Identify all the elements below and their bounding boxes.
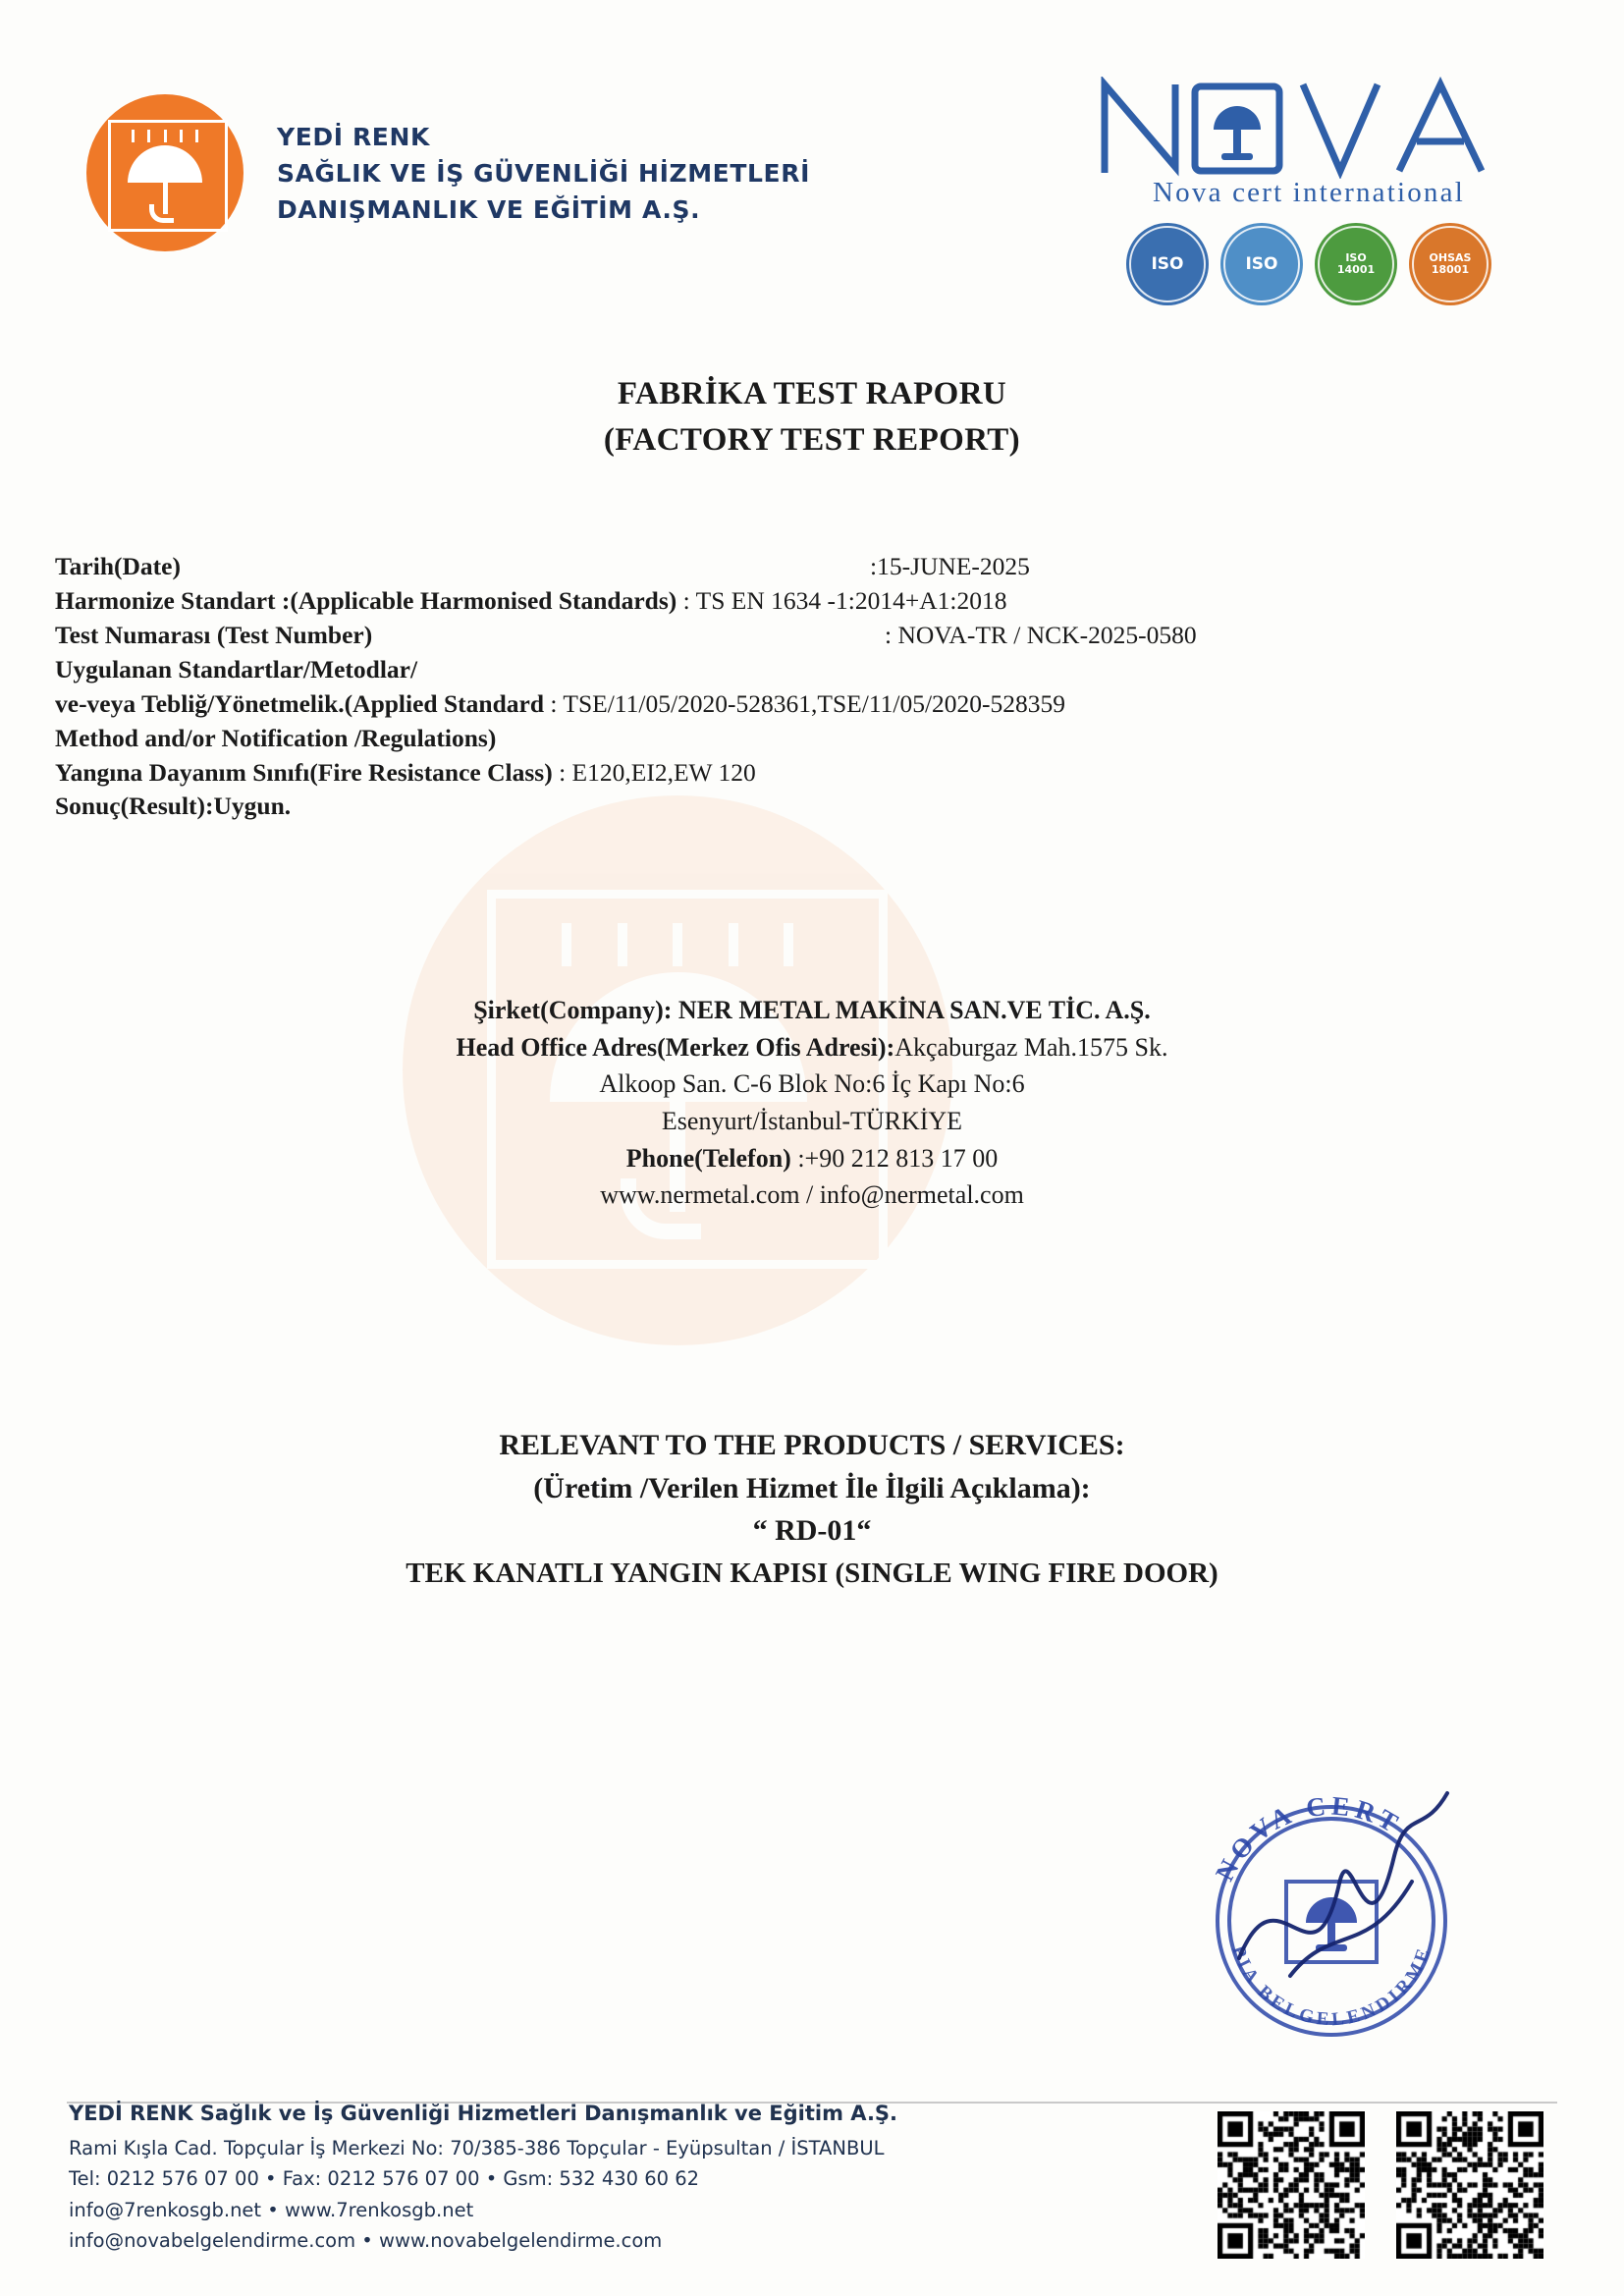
footer-address: Rami Kışla Cad. Topçular İş Merkezi No: 70/385-386 Topçular - Eyüpsultan / İSTANBUL (69, 2136, 885, 2159)
field-applied-standard-line3: Method and/or Notification /Regulations) (55, 723, 497, 752)
company-phone-line (0, 1140, 1624, 1177)
company-address-line (0, 1029, 1624, 1066)
report-fields (55, 550, 1569, 824)
yedirenk-line2: SAĞLIK VE İŞ GÜVENLİĞİ HİZMETLERİ (277, 158, 810, 188)
qr-code-group (1218, 2111, 1543, 2259)
title-line-2: (FACTORY TEST REPORT) (603, 421, 1021, 458)
field-harmonised-standards: Harmonize Standart :(Applicable Harmonised Standards) : TS EN 1634 -1:2014+A1:2018 (55, 585, 1007, 615)
relevant-products-block (0, 1424, 1624, 1594)
field-date: Tarih(Date) :15-JUNE-2025 (55, 552, 1030, 580)
document-footer (69, 2097, 897, 2257)
company-block (0, 992, 1624, 1214)
yedirenk-line1: YEDİ RENK (277, 122, 430, 151)
page-title (0, 371, 1624, 464)
iso-27001-badge: ISO (1220, 223, 1303, 305)
title-line-1: FABRİKA TEST RAPORU (617, 376, 1007, 411)
company-address-line-2: Alkoop San. C-6 Blok No:6 İç Kapı No:6 (599, 1069, 1025, 1099)
iso-9001-badge: ISO (1126, 223, 1209, 305)
company-name-value: NER METAL MAKİNA SAN.VE TİC. A.Ş. (672, 996, 1151, 1024)
company-phone-label: Phone(Telefon) (625, 1143, 798, 1173)
company-address-value: Akçaburgaz Mah.1575 Sk. (894, 1032, 1168, 1062)
field-applied-standard-line2: ve-veya Tebliğ/Yönetmelik.(Applied Standard : TSE/11/05/2020-528361,TSE/11/05/2020-528359 (55, 688, 1066, 718)
umbrella-shield-icon (86, 94, 255, 251)
nova-subtitle: Nova cert international (1153, 177, 1465, 208)
company-name-line (0, 992, 1624, 1029)
document-header (0, 77, 1624, 332)
field-applied-standard-line1: Uygulanan Standartlar/Metodlar/ (55, 654, 418, 683)
company-address-line-3: Esenyurt/İstanbul-TÜRKİYE (661, 1107, 963, 1136)
iso-14001-badge: ISO 14001 (1315, 223, 1397, 305)
company-address-label: Head Office Adres(Merkez Ofis Adresi): (456, 1032, 895, 1062)
nova-wordmark (1078, 77, 1540, 183)
field-test-number: Test Numarası (Test Number) : NOVA-TR / NCK-2025-0580 (55, 620, 1197, 649)
field-result: Sonuç(Result):Uygun. (55, 792, 292, 821)
footer-phones: Tel: 0212 576 07 00 • Fax: 0212 576 07 00 • Gsm: 532 430 60 62 (69, 2167, 700, 2191)
novacert-logo (1078, 77, 1540, 305)
svg-text:PIA BELGELENDIRME: PIA BELGELENDIRME (1227, 1942, 1435, 2031)
ohsas-18001-badge: OHSAS 18001 (1409, 223, 1491, 305)
relevant-line-1: RELEVANT TO THE PRODUCTS / SERVICES: (499, 1429, 1125, 1461)
qr-code-1[interactable] (1218, 2111, 1365, 2259)
field-fire-resistance-class: Yangına Dayanım Sınıfı(Fire Resistance Class) : E120,EI2,EW 120 (55, 757, 756, 787)
company-phone-value: :+90 212 813 17 00 (797, 1143, 999, 1173)
qr-code-2[interactable] (1396, 2111, 1543, 2259)
relevant-line-4: TEK KANATLI YANGIN KAPISI (SINGLE WING FIRE DOOR) (406, 1557, 1218, 1589)
footer-web-1: info@7renkosgb.net • www.7renkosgb.net (69, 2198, 474, 2221)
yedirenk-logo (86, 94, 810, 251)
yedirenk-logo-text (277, 119, 810, 228)
company-web-line: www.nermetal.com / info@nermetal.com (600, 1180, 1024, 1210)
relevant-line-2: (Üretim /Verilen Hizmet İle İlgili Açıklama): (533, 1471, 1091, 1504)
iso-badge-row (1078, 223, 1540, 305)
company-name-label: Şirket(Company): (473, 996, 673, 1024)
footer-web-2: info@novabelgelendirme.com • www.novabelgelendirme.com (69, 2229, 663, 2253)
footer-company-name: YEDİ RENK Sağlık ve İş Güvenliği Hizmetleri Danışmanlık ve Eğitim A.Ş. (69, 2101, 898, 2125)
yedirenk-line3: DANIŞMANLIK VE EĞİTİM A.Ş. (277, 194, 701, 224)
nova-cert-stamp-icon (1184, 1766, 1479, 2060)
svg-text:NOVA CERT: NOVA CERT (1209, 1790, 1408, 1886)
relevant-line-3: “ RD-01“ (752, 1514, 872, 1547)
